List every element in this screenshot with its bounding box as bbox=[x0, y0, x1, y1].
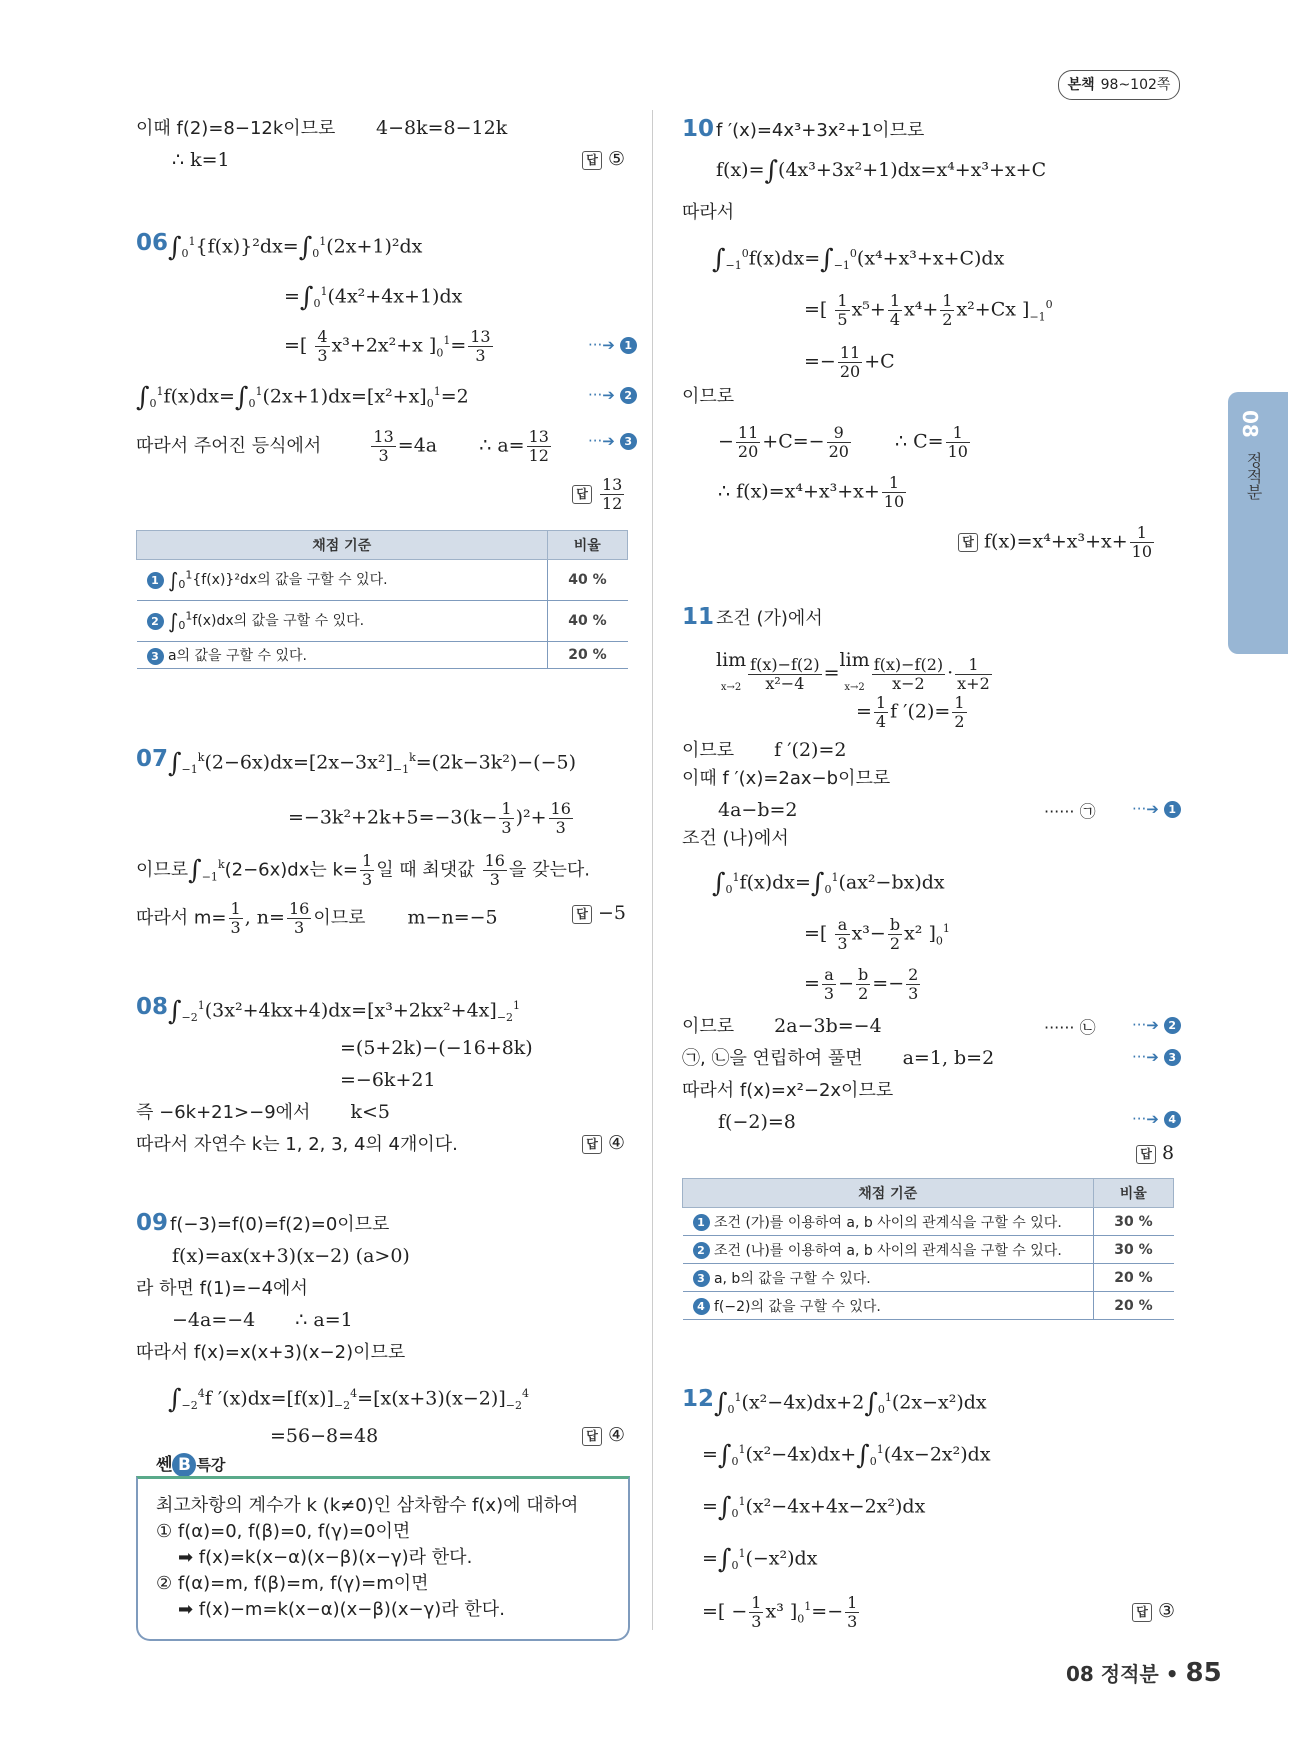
p10-line9: ∴ f(x)=x⁴+x³+x+ $\frac{1}{10}$ bbox=[718, 473, 905, 511]
problem-number-11: 11 bbox=[682, 604, 715, 630]
problem-number-10: 10 bbox=[682, 116, 715, 142]
p12-line5: =[ − $\frac{1}{3}$ x³ ]$_0^1=-$ $\frac{1}{3}$ bbox=[702, 1593, 858, 1631]
answer-icon: 답 bbox=[958, 533, 978, 552]
p12-line3: $=\int_0^1(x^2-4x+4x-2x^2)dx$ bbox=[702, 1492, 926, 1523]
table-row: 1 $\int_0^1\{f(x)\}^2dx$의 값을 구할 수 있다. 40 % bbox=[137, 560, 628, 601]
p11-line1: 조건 (가)에서 bbox=[716, 608, 823, 629]
p11-line9: =[ $\frac{a}{3}$ x³− $\frac{b}{2}$ x² ]$_0^1$ bbox=[804, 915, 950, 953]
p11-line11: 이므로 2a−3b=−4 bbox=[682, 1015, 882, 1037]
p12-line4: $=\int_0^1(-x^2)dx$ bbox=[702, 1544, 818, 1575]
p11-line3: = $\frac{1}{4}$ f ′(2)= $\frac{1}{2}$ bbox=[856, 693, 965, 731]
answer-icon: 답 bbox=[582, 1427, 602, 1446]
chapter-tab[interactable] bbox=[1228, 392, 1288, 654]
p08-answer: 답 ④ bbox=[582, 1132, 625, 1154]
grading-table-06: 채점 기준 비율 1 $\int_0^1\{f(x)\}^2dx$의 값을 구할 수 있다. 40 % 2 $\int_0^1f(x)dx$의 값을 구할 수 있다. 40 % 3 a의 값을 구할 수 있다. 20 % bbox=[136, 530, 628, 669]
p07-line3: 이므로$\int_{-1}^k(2-6x)dx$는 k= $\frac{1}{3}$ 일 때 최댓값 $\frac{16}{3}$ 을 갖는다. bbox=[136, 851, 590, 889]
p09-line6: $\int_{-2}^4f$ $'(x)dx=[f(x)]_{-2}^4=[x(x+3)(x-2)]_{-2}^4$ bbox=[168, 1384, 529, 1415]
p07-line1: $\int_{-1}^k(2-6x)dx=[2x-3x^2]_{-1}^k=(2k-3k^2)-(-5)$ bbox=[168, 748, 577, 779]
p11-line4: 이므로 f ′(2)=2 bbox=[682, 739, 847, 761]
p06-line2: $=\int_0^1(4x^2+4x+1)dx$ bbox=[284, 282, 463, 313]
p06-answer: 답 $\frac{13}{12}$ bbox=[572, 476, 626, 513]
p11-line2: lim x→2 $\frac{f(x)-f(2)}{\text{x²−4}}$ =lim x→2 $\frac{f(x)-f(2)}{x-2}$ · $\frac{1}{x+2}$ bbox=[716, 649, 990, 693]
answer-icon: 답 bbox=[582, 151, 602, 170]
p09-line2: f(x)=ax(x+3)(x−2) (a>0) bbox=[172, 1245, 410, 1267]
chapter-title: 정적분 bbox=[1244, 452, 1263, 500]
table-row: 2 조건 (나)를 이용하여 a, b 사이의 관계식을 구할 수 있다. 30 % bbox=[683, 1236, 1174, 1264]
marker-4: ···➔ 4 bbox=[1132, 1110, 1181, 1128]
tip-line3: ➡ f(x)=k(x−α)(x−β)(x−γ)라 한다. bbox=[178, 1547, 473, 1568]
p11-answer: 답 8 bbox=[1136, 1142, 1174, 1164]
p10-line6: =− $\frac{11}{20}$ +C bbox=[804, 343, 895, 381]
problem-number-06: 06 bbox=[136, 230, 169, 256]
table-row: 2 $\int_0^1f(x)dx$의 값을 구할 수 있다. 40 % bbox=[137, 601, 628, 642]
answer-icon: 답 bbox=[572, 905, 592, 924]
page-number: 85 bbox=[1185, 1658, 1222, 1688]
p06-line3: =[ $\frac{4}{3}$ x³+2x²+x ]$_0^1=$ $\frac{13}{3}$ bbox=[284, 327, 491, 365]
p10-line2: f(x)=∫(4x³+3x²+1)dx=x⁴+x³+x+C bbox=[716, 156, 1047, 186]
answer-icon: 답 bbox=[1132, 1603, 1152, 1622]
p09-line5: 따라서 f(x)=x(x+3)(x−2)이므로 bbox=[136, 1342, 406, 1363]
answer-icon: 답 bbox=[572, 485, 592, 504]
p05-answer: 답 ⑤ bbox=[582, 148, 625, 170]
table-row: 3 a, b의 값을 구할 수 있다. 20 % bbox=[683, 1264, 1174, 1292]
p11-line5: 이때 f ′(x)=2ax−b이므로 bbox=[682, 768, 891, 789]
p10-line8: − $\frac{11}{20}$ +C=− $\frac{9}{20}$ ∴ C= $\frac{1}{10}$ bbox=[718, 423, 968, 461]
tip-line5: ➡ f(x)−m=k(x−α)(x−β)(x−γ)라 한다. bbox=[178, 1599, 505, 1620]
p05-line1b: 4−8k=8−12k bbox=[376, 117, 508, 139]
p11-line7: 조건 (나)에서 bbox=[682, 828, 789, 849]
column-divider bbox=[652, 110, 653, 1630]
answer-icon: 답 bbox=[582, 1135, 602, 1154]
p10-line5: =[ $\frac{1}{5}$ x⁵+ $\frac{1}{4}$ x⁴+ $\frac{1}{2}$ x²+Cx ]$_{-1}^0$ bbox=[804, 291, 1053, 329]
p08-line4: 즉 −6k+21>−9에서 k<5 bbox=[136, 1101, 390, 1123]
p06-line5: 따라서 주어진 등식에서 $\frac{13}{3}$ =4a ∴ a= $\frac{13}{12}$ bbox=[136, 427, 549, 465]
p05-line2: ∴ k=1 bbox=[172, 149, 230, 171]
p09-line4: −4a=−4 ∴ a=1 bbox=[172, 1309, 353, 1331]
equation-ref-2: ······ ㉡ bbox=[1044, 1018, 1096, 1037]
p07-line2: =−3k²+2k+5=−3(k− $\frac{1}{3}$ )²+ $\frac{16}{3}$ bbox=[288, 799, 571, 837]
p10-answer: 답 f(x)=x⁴+x³+x+ $\frac{1}{10}$ bbox=[958, 524, 1156, 561]
table-row: 1 조건 (가)를 이용하여 a, b 사이의 관계식을 구할 수 있다. 30 % bbox=[683, 1208, 1174, 1236]
p08-line3: =−6k+21 bbox=[340, 1069, 436, 1091]
p11-line8: $\int_0^1f(x)dx=\int_0^1(ax^2-bx)dx$ bbox=[712, 868, 945, 899]
problem-number-08: 08 bbox=[136, 994, 169, 1020]
p12-answer: 답 ③ bbox=[1132, 1600, 1175, 1622]
p09-line1: f(−3)=f(0)=f(2)=0이므로 bbox=[170, 1214, 390, 1235]
marker-2: ···➔ 2 bbox=[588, 386, 637, 404]
chapter-number: 08 bbox=[1238, 410, 1262, 438]
problem-number-12: 12 bbox=[682, 1386, 715, 1412]
problem-number-09: 09 bbox=[136, 1210, 169, 1236]
tip-line2: ① f(α)=0, f(β)=0, f(γ)=0이면 bbox=[156, 1521, 411, 1542]
page-reference-badge: 본책 98~102쪽 bbox=[1058, 70, 1180, 100]
p11-line14: f(−2)=8 bbox=[718, 1111, 796, 1133]
tip-logo: 쎈 B 특강 bbox=[156, 1455, 226, 1475]
p11-line13: 따라서 f(x)=x²−2x이므로 bbox=[682, 1080, 894, 1101]
p06-line1: $\int_0^1\{f(x)\}^2dx=\int_0^1(2x+1)^2dx$ bbox=[168, 232, 423, 263]
p11-line12: ㉠, ㉡을 연립하여 풀면 a=1, b=2 bbox=[682, 1047, 995, 1069]
p05-line1: 이때 f(2)=8−12k이므로 bbox=[136, 118, 336, 139]
marker-3: ···➔ 3 bbox=[588, 432, 637, 450]
p09-answer: 답 ④ bbox=[582, 1424, 625, 1446]
table-row: 4 f(−2)의 값을 구할 수 있다. 20 % bbox=[683, 1292, 1174, 1320]
marker-3: ···➔ 3 bbox=[1132, 1048, 1181, 1066]
p11-line6: 4a−b=2 bbox=[718, 799, 798, 821]
p08-line2: =(5+2k)−(−16+8k) bbox=[340, 1037, 533, 1059]
page-footer: 08 정적분 • 85 bbox=[1066, 1658, 1222, 1688]
grading-table-11: 채점 기준 비율 1 조건 (가)를 이용하여 a, b 사이의 관계식을 구할 수 있다. 30 % 2 조건 (나)를 이용하여 a, b 사이의 관계식을 구할 수 있다. 30 % 3 a, b의 값을 구할 수 있다. 20 % 4 f(−2)의 값을 구할 수 있다. 20 % bbox=[682, 1178, 1174, 1320]
p10-line4: $\int_{-1}^0f(x)dx=\int_{-1}^0(x^4+x^3+x+C)dx$ bbox=[712, 244, 1005, 275]
table-row: 3 a의 값을 구할 수 있다. 20 % bbox=[137, 642, 628, 669]
p10-line3: 따라서 bbox=[682, 202, 735, 223]
p07-answer: 답 −5 bbox=[572, 902, 626, 924]
equation-ref-1: ······ ㉠ bbox=[1044, 802, 1096, 821]
p08-line1: $\int_{-2}^1(3x^2+4kx+4)dx=[x^3+2kx^2+4x]_{-2}^1$ bbox=[168, 996, 521, 1027]
tip-line4: ② f(α)=m, f(β)=m, f(γ)=m이면 bbox=[156, 1573, 429, 1594]
p06-line4: $\int_0^1f(x)dx=\int_0^1(2x+1)dx=[x^2+x]_0^1=2$ bbox=[136, 382, 469, 413]
marker-2: ···➔ 2 bbox=[1132, 1016, 1181, 1034]
p08-line5: 따라서 자연수 k는 1, 2, 3, 4의 4개이다. bbox=[136, 1134, 458, 1155]
problem-number-07: 07 bbox=[136, 746, 169, 772]
p09-line7: =56−8=48 bbox=[270, 1425, 379, 1447]
p12-line1: $\int_0^1(x^2-4x)dx+2\int_0^1(2x-x^2)dx$ bbox=[714, 1388, 987, 1419]
p11-line10: = $\frac{a}{3}$ − $\frac{b}{2}$ =− $\frac{2}{3}$ bbox=[804, 965, 919, 1003]
answer-icon: 답 bbox=[1136, 1145, 1156, 1164]
marker-1: ···➔ 1 bbox=[1132, 800, 1181, 818]
p12-line2: $=\int_0^1(x^2-4x)dx+\int_0^1(4x-2x^2)dx$ bbox=[702, 1440, 991, 1471]
p09-line3: 라 하면 f(1)=−4에서 bbox=[136, 1278, 308, 1299]
p07-line4: 따라서 m= $\frac{1}{3}$ , n= $\frac{16}{3}$ 이므로 m−n=−5 bbox=[136, 899, 498, 937]
tip-line1: 최고차항의 계수가 k (k≠0)인 삼차함수 f(x)에 대하여 bbox=[156, 1495, 579, 1516]
p10-line7: 이므로 bbox=[682, 386, 735, 407]
p10-line1: f ′(x)=4x³+3x²+1이므로 bbox=[716, 120, 925, 141]
marker-1: ···➔ 1 bbox=[588, 336, 637, 354]
